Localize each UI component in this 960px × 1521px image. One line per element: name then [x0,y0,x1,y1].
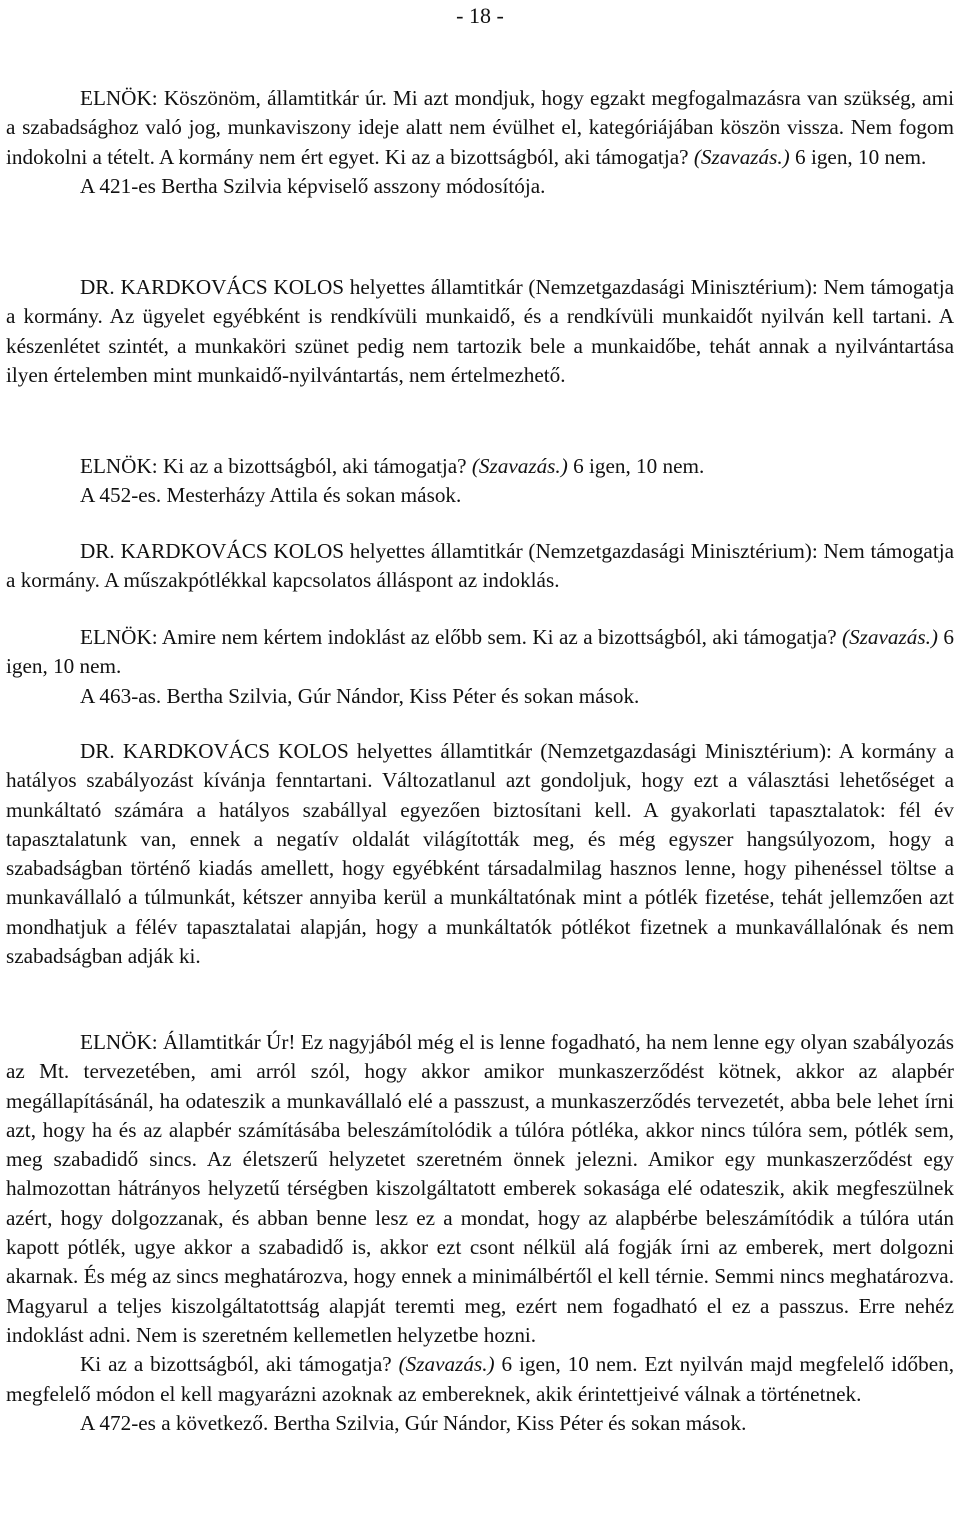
vote-result: 6 igen, 10 nem. Ezt nyilván majd megfelelő időben, megfelelő módon el kell magyarázni azoknak az embereknek, akik érintettjeivé válnak a történetnek. [6,1352,955,1406]
statement-text: Ki az a bizottságból, aki támogatja? [80,1352,399,1377]
amendment-line: A 421-es Bertha Szilvia képviselő asszony módosítója. [80,173,546,198]
paragraph-block-7 [6,1028,954,1438]
secretary-statement: DR. KARDKOVÁCS KOLOS helyettes államtitkár (Nemzetgazdasági Minisztérium): Nem támogatja a kormány. Az ügyelet egyébként is rendkívüli munkaidő, és a rendkívüli munkaidőt nyilván kell tartani. A készenlétet szintét, a munkaköri szünet pedig nem tartozik bele a munkaidőbe, tehát annak a nyilvántartása ilyen értelemben mint munkaidő-nyilvántartás, nem értelmezhető. [6,275,954,387]
paragraph-block-1 [6,84,954,201]
chair-statement [6,623,954,682]
page-number: - 18 - [456,3,504,28]
vote-marker: (Szavazás.) [398,1352,495,1377]
amendment-line: A 452-es. Mesterházy Attila és sokan mások. [80,483,462,508]
vote-marker: (Szavazás.) [471,454,568,478]
secretary-statement: DR. KARDKOVÁCS KOLOS helyettes államtitkár (Nemzetgazdasági Minisztérium): A kormány a hatályos szabályozást kívánja fenntartani. Változatlanul azt gondoljuk, hogy ezt a választási lehetőséget a munkáltató számára a hatályos szabállyal egyezően biztosítani kell. A gyakorlati tapasztalatok: fél év tapasztalatunk van, ennek a negatív oldalát világították meg, és még egyszer hangsúlyozom, hogy a szabadságban történő kiadás amellett, hogy egyébként társadalmilag hasznos lenne, hogy pihenéssel töltse a munkavállaló a túlmunkát, kétszer annyiba kerül a munkáltatónak mint a pótlék fizetése, tehát jellemzően azt mondhatjuk a félév tapasztalatai alapján, hogy a munkáltatók pótlékot fizetnek a munkavállalónak és nem szabadságban adják ki. [6,739,954,969]
statement-text: ELNÖK: Ki az a bizottságból, aki támogatja? [80,454,472,478]
paragraph-block-2 [6,273,954,390]
paragraph-block-4 [6,537,954,596]
chair-statement-long: ELNÖK: Államtitkár Úr! Ez nagyjából még el is lenne fogadható, ha nem lenne egy olyan szabályozás az Mt. tervezetében, ami arról szól, hogy akkor amikor munkaszerződést kötnek, akkor az alapbér megállapításánál, ha odateszik a munkavállaló elé a passzust, a munkaszerződés tervezetét, abba bele lehet írni azt, hogy ha és az alapbér számításába beleszámítolódik a túlóra pótléka, akkor nincs túlóra sem, pótlék sem, meg szabadidő sincs. Az életszerű helyzetet szeretném önnek jelezni. Amikor egy munkaszerződést egy halmozottan hátrányos helyzetű térségben kiszolgáltatott emberek sokasága elé odateszik, akik megfeszülnek azért, hogy dolgozzanak, és abban benne lesz ez a mondat, hogy az alapbérbe beleszámítódik a túlóra után kapott pótlék, ugye akkor a szabadidő is, akkor ezt csont nélkül alá fogják írni az emberek, mert dolgozni akarnak. És még az sincs meghatározva, hogy ennek a minimálbértől el kell térnie. Semmi nincs meghatározva. Magyarul a teljes kiszolgáltatottság alapját teremti meg, ezért nem fogadható el ez a passzus. Erre nehéz indoklást adni. Nem is szeretném kellemetlen helyzetbe hozni. [6,1030,954,1347]
chair-statement [6,84,954,172]
paragraph-block-3 [6,452,954,511]
amendment-line: A 463-as. Bertha Szilvia, Gúr Nándor, Kiss Péter és sokan mások. [80,683,640,708]
chair-statement [6,452,954,481]
vote-marker: (Szavazás.) [842,625,938,649]
secretary-statement: DR. KARDKOVÁCS KOLOS helyettes államtitkár (Nemzetgazdasági Minisztérium): Nem támogatja a kormány. A műszakpótlékkal kapcsolatos álláspont az indoklás. [6,539,954,593]
chair-vote-statement [6,1350,954,1409]
statement-text: ELNÖK: Köszönöm, államtitkár úr. Mi azt mondjuk, hogy egzakt megfogalmazásra van szükség, ami a szabadsághoz való jog, munkaviszony ideje alatt nem évülhet el, kategóriájában köszön vissza. Nem fogom indokolni a tételt. A kormány nem ért egyet. Ki az a bizottságból, aki támogatja? [6,86,954,169]
amendment-line: A 472-es a következő. Bertha Szilvia, Gúr Nándor, Kiss Péter és sokan mások. [80,1410,747,1435]
paragraph-block-5 [6,623,954,711]
paragraph-block-6 [6,737,954,971]
vote-result: 6 igen, 10 nem. [6,625,954,679]
vote-result: 6 igen, 10 nem. [567,454,705,478]
vote-result: 6 igen, 10 nem. [789,144,927,169]
vote-marker: (Szavazás.) [693,144,790,169]
statement-text: ELNÖK: Amire nem kértem indoklást az előbb sem. Ki az a bizottságból, aki támogatja? [80,625,843,649]
